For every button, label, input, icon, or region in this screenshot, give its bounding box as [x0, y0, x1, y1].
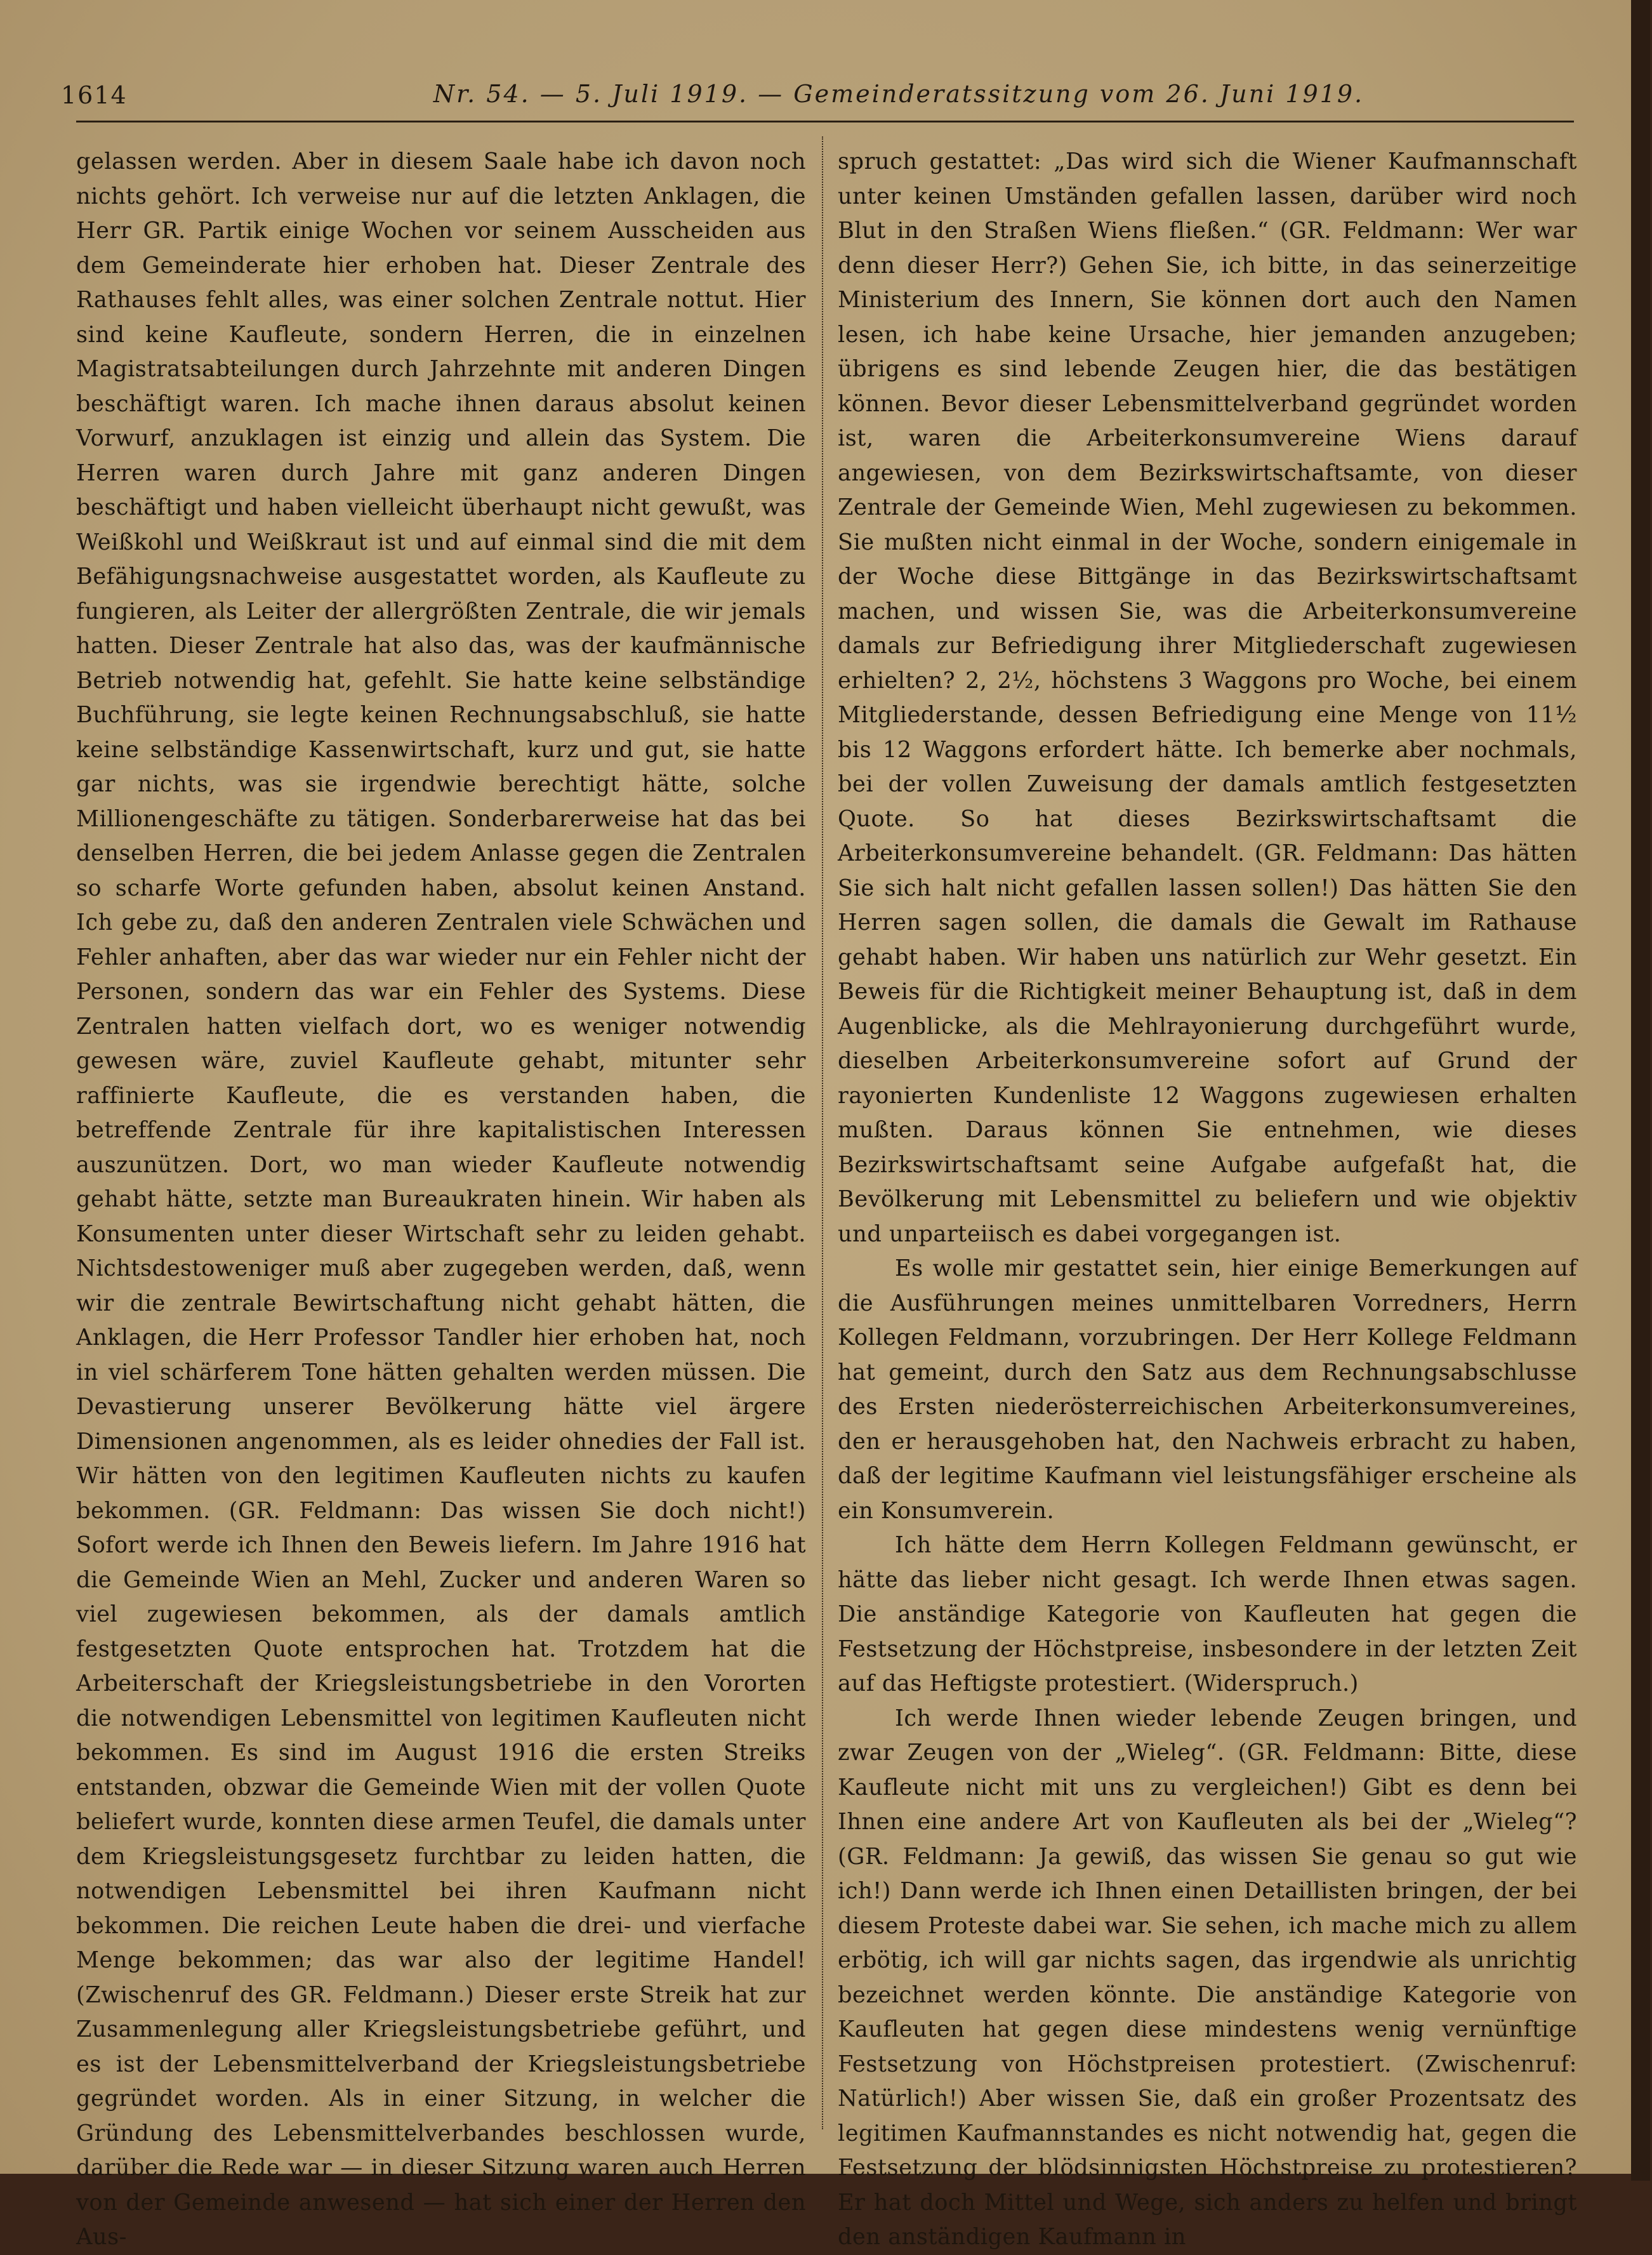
running-head: Nr. 54. — 5. Juli 1919. — Gemeinderatssitzung vom 26. Juni 1919.	[433, 80, 1365, 108]
left-paragraph-1: gelassen werden. Aber in diesem Saale habe ich davon noch nichts gehört. Ich verweise nur auf die letzten Anklagen, die Herr GR. Partik einige Wochen vor seinem Ausscheiden aus dem Gemeinderate hier erhoben hat. Dieser Zentrale des Rathauses fehlt alles, was einer solchen Zentrale nottut. Hier sind keine Kaufleute, sondern Herren, die in einzelnen Magistratsabteilungen durch Jahrzehnte mit anderen Dingen beschäftigt waren. Ich mache ihnen daraus absolut keinen Vorwurf, anzuklagen ist einzig und allein das System. Die Herren waren durch Jahre mit ganz anderen Dingen beschäftigt und haben vielleicht überhaupt nicht gewußt, was Weißkohl und Weißkraut ist und auf einmal sind die mit dem Befähigungsnachweise ausgestattet worden, als Kaufleute zu fungieren, als Leiter der allergrößten Zentrale, die wir jemals hatten. Dieser Zentrale hat also das, was der kaufmännische Betrieb notwendig hat, gefehlt. Sie hatte keine selbständige Buchführung, sie legte keinen Rechnungsabschluß, sie hatte keine selbständige Kassenwirtschaft, kurz und gut, sie hatte gar nichts, was sie irgendwie berechtigt hätte, solche Millionengeschäfte zu tätigen. Sonderbarerweise hat das bei denselben Herren, die bei jedem Anlasse gegen die Zentralen so scharfe Worte gefunden haben, absolut keinen Anstand. Ich gebe zu, daß den anderen Zentralen viele Schwächen und Fehler anhaften, aber das war wieder nur ein Fehler nicht der Personen, sondern das war ein Fehler des Systems. Diese Zentralen hatten vielfach dort, wo es weniger notwendig gewesen wäre, zuviel Kaufleute gehabt, mitunter sehr raffinierte Kaufleute, die es verstanden haben, die betreffende Zentrale für ihre kapitalistischen Interessen auszunützen. Dort, wo man wieder Kaufleute notwendig gehabt hätte, setzte man Bureaukraten hinein. Wir haben als Konsumenten unter dieser Wirtschaft sehr zu leiden gehabt. Nichtsdestoweniger muß aber zugegeben werden, daß, wenn wir die zentrale Bewirtschaftung nicht gehabt hätten, die Anklagen, die Herr Professor Tandler hier erhoben hat, noch in viel schärferem Tone hätten gehalten werden müssen. Die Devastierung unserer Bevölkerung hätte viel ärgere Dimensionen angenommen, als es leider ohnedies der Fall ist. Wir hätten von den legitimen Kaufleuten nichts zu kaufen bekommen. (GR. Feldmann: Das wissen Sie doch nicht!) Sofort werde ich Ihnen den Beweis liefern. Im Jahre 1916 hat die Gemeinde Wien an Mehl, Zucker und anderen Waren so viel zugewiesen bekommen, als der damals amtlich festgesetzten Quote entsprochen hat. Trotzdem hat die Arbeiterschaft der Kriegsleistungsbetriebe in den Vororten die notwendigen Lebensmittel von legitimen Kaufleuten nicht bekommen. Es sind im August 1916 die ersten Streiks entstanden, obzwar die Gemeinde Wien mit der vollen Quote beliefert wurde, konnten diese armen Teufel, die damals unter dem Kriegsleistungsgesetz furchtbar zu leiden hatten, die notwendigen Lebensmittel bei ihren Kaufmann nicht bekommen. Die reichen Leute haben die drei- und vierfache Menge bekommen; das war also der legitime Handel! (Zwischenruf des GR. Feldmann.) Dieser erste Streik hat zur Zusammenlegung aller Kriegsleistungsbetriebe geführt, und es ist der Lebensmittelverband der Kriegsleistungsbetriebe gegründet worden. Als in einer Sitzung, in welcher die Gründung des Lebensmittelverbandes beschlossen wurde, darüber die Rede war — in dieser Sitzung waren auch Herren von der Gemeinde anwesend — hat sich einer der Herren den Aus-	[76, 149, 806, 2250]
right-paragraph-4: Ich werde Ihnen wieder lebende Zeugen bringen, und zwar Zeugen von der „Wieleg“. (GR. Feldmann: Bitte, diese Kaufleute nicht mit uns zu vergleichen!) Gibt es denn bei Ihnen eine andere Art von Kaufleuten als bei der „Wieleg“? (GR. Feldmann: Ja gewiß, das wissen Sie genau so gut wie ich!) Dann werde ich Ihnen einen Detaillisten bringen, der bei diesem Proteste dabei war. Sie sehen, ich mache mich zu allem erbötig, ich will gar nichts sagen, das irgendwie als unrichtig bezeichnet werden könnte. Die anständige Kategorie von Kaufleuten hat gegen diese mindestens wenig vernünftige Festsetzung von Höchstpreisen protestiert. (Zwischenruf: Natürlich!) Aber wissen Sie, daß ein großer Prozentsatz des legitimen Kaufmannstandes es nicht notwendig hat, gegen die Festsetzung der blödsinnigsten Höchstpreise zu protestieren? Er hat doch Mittel und Wege, sich anders zu helfen und bringt den anständigen Kaufmann in	[838, 1705, 1577, 2250]
page-number: 1614	[61, 81, 128, 109]
right-paragraph-1: spruch gestattet: „Das wird sich die Wiener Kaufmannschaft unter keinen Umständen gefallen lassen, darüber wird noch Blut in den Straßen Wiens fließen.“ (GR. Feldmann: Wer war denn dieser Herr?) Gehen Sie, ich bitte, in das seinerzeitige Ministerium des Innern, Sie können dort auch den Namen lesen, ich habe keine Ursache, hier jemanden anzugeben; übrigens es sind lebende Zeugen hier, die das bestätigen können. Bevor dieser Lebensmittelverband gegründet worden ist, waren die Arbeiterkonsumvereine Wiens darauf angewiesen, von dem Bezirkswirtschaftsamte, von dieser Zentrale der Gemeinde Wien, Mehl zugewiesen zu bekommen. Sie mußten nicht einmal in der Woche, sondern einigemale in der Woche diese Bittgänge in das Bezirkswirtschaftsamt machen, und wissen Sie, was die Arbeiterkonsumvereine damals zur Befriedigung ihrer Mitgliederschaft zugewiesen erhielten? 2, 2½, höchstens 3 Waggons pro Woche, bei einem Mitgliederstande, dessen Befriedigung eine Menge von 11½ bis 12 Waggons erfordert hätte. Ich bemerke aber nochmals, bei der vollen Zuweisung der damals amtlich festgesetzten Quote. So hat dieses Bezirkswirtschaftsamt die Arbeiterkonsumvereine behandelt. (GR. Feldmann: Das hätten Sie sich halt nicht gefallen lassen sollen!) Das hätten Sie den Herren sagen sollen, die damals die Gewalt im Rathause gehabt haben. Wir haben uns natürlich zur Wehr gesetzt. Ein Beweis für die Richtigkeit meiner Behauptung ist, daß in dem Augenblicke, als die Mehlrayonierung durchgeführt wurde, dieselben Arbeiterkonsumvereine sofort auf Grund der rayonierten Kundenliste 12 Waggons zugewiesen erhalten mußten. Daraus können Sie entnehmen, wie dieses Bezirkswirtschaftsamt seine Aufgabe aufgefaßt hat, die Bevölkerung mit Lebensmittel zu beliefern und wie objektiv und unparteiisch es dabei vorgegangen ist.	[838, 149, 1577, 1247]
right-paragraph-2: Es wolle mir gestattet sein, hier einige Bemerkungen auf die Ausführungen meines unmittelbaren Vorredners, Herrn Kollegen Feldmann, vorzubringen. Der Herr Kollege Feldmann hat gemeint, durch den Satz aus dem Rechnungsabschlusse des Ersten niederösterreichischen Arbeiterkonsumvereines, den er herausgehoben hat, den Nachweis erbracht zu haben, daß der legitime Kaufmann viel leistungsfähiger erscheine als ein Konsumverein.	[838, 1255, 1577, 1524]
column-divider	[822, 136, 823, 2129]
left-column	[76, 145, 806, 2250]
right-column	[838, 145, 1577, 2250]
scan-edge	[1631, 0, 1650, 2181]
page-header	[61, 75, 1578, 119]
right-paragraph-3: Ich hätte dem Herrn Kollegen Feldmann gewünscht, er hätte das lieber nicht gesagt. Ich werde Ihnen etwas sagen. Die anständige Kategorie von Kaufleuten hat gegen die Festsetzung der Höchstpreise, insbesondere in der letzten Zeit auf das Heftigste protestiert. (Widerspruch.)	[838, 1532, 1577, 1696]
header-rule	[76, 121, 1574, 122]
